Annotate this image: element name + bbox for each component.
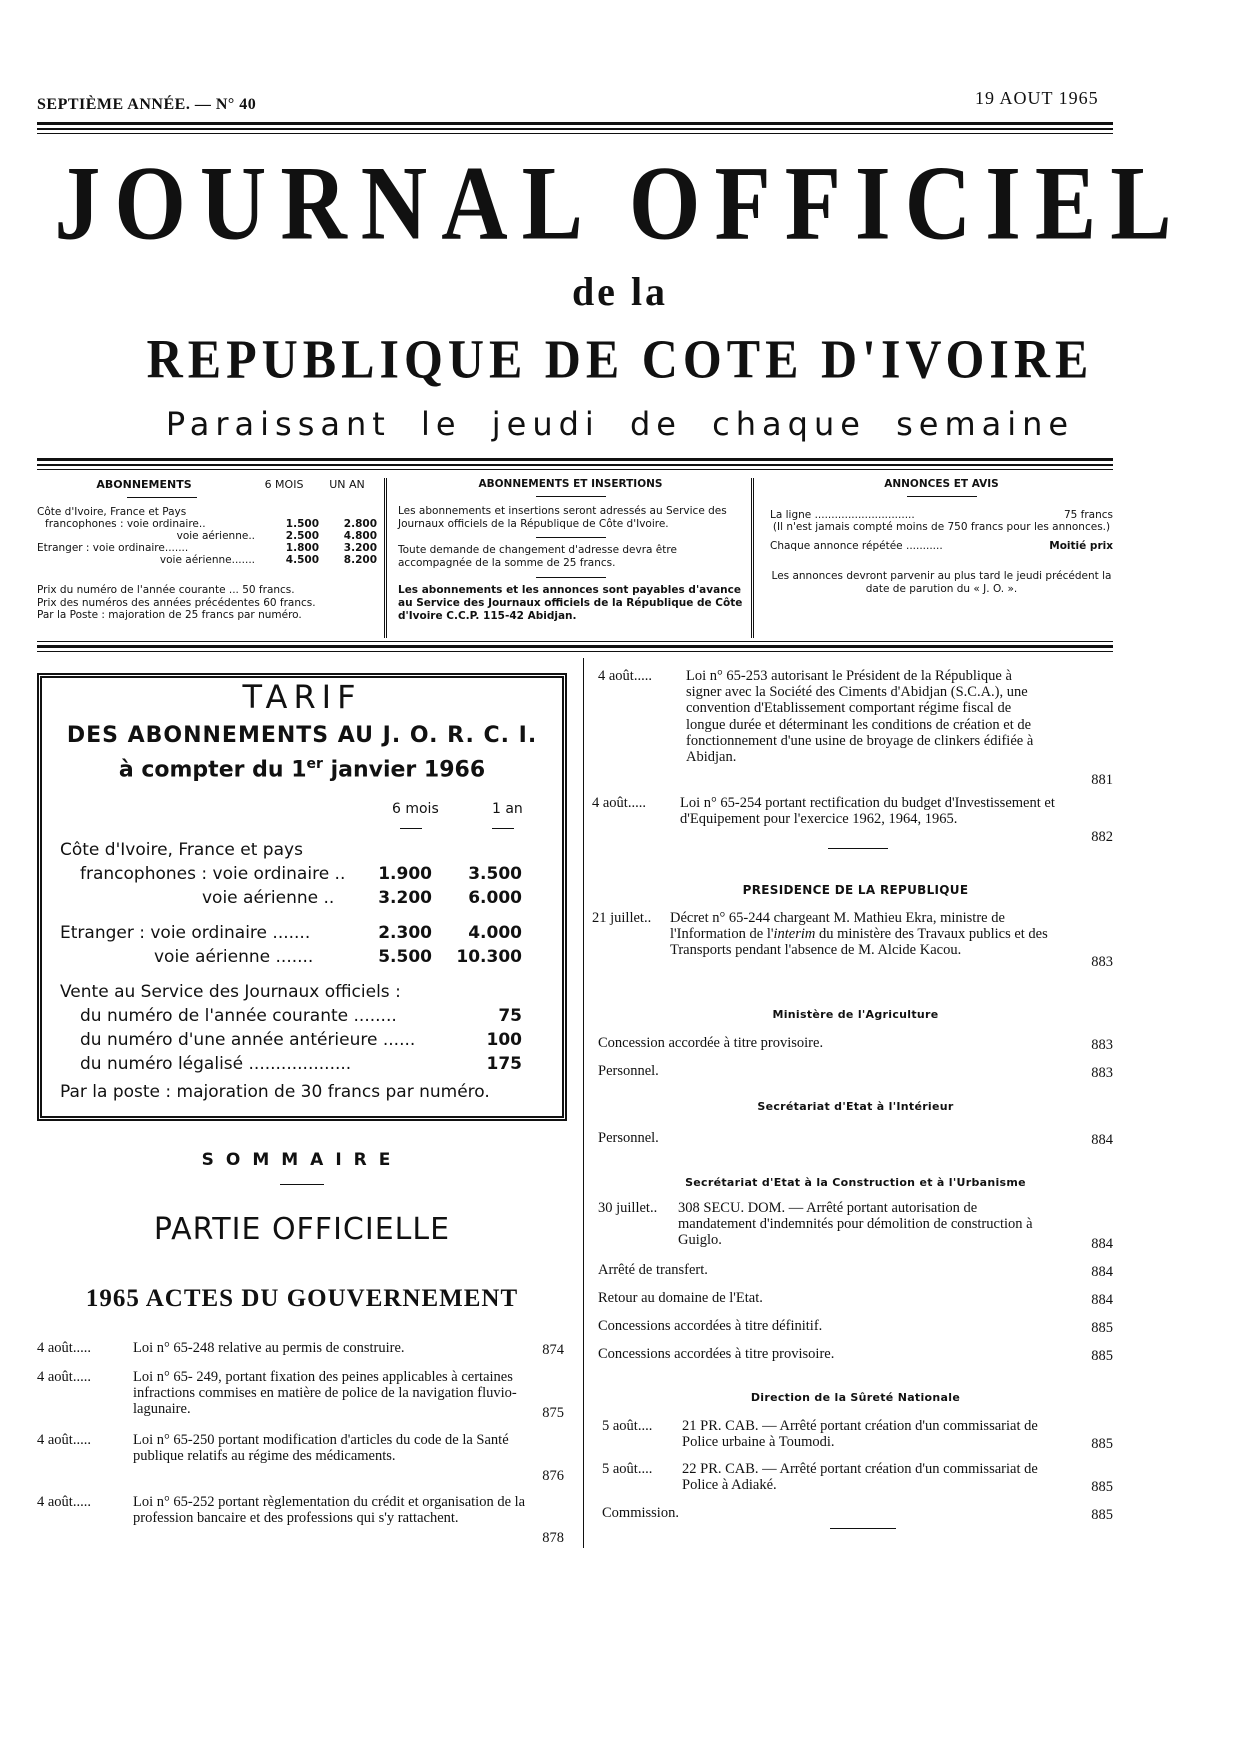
- insertions-address: Les abonnements et insertions seront adressés au Service des Journaux officiels de la République de Côte d'Ivoire.: [398, 505, 727, 531]
- abonnements-row: francophones : voie ordinaire.. 1.500 2.800: [45, 518, 377, 530]
- annonces-heading-rule: [907, 496, 977, 497]
- tarif-col2: 1 an: [492, 801, 523, 817]
- tarif-row: francophones : voie ordinaire ..: [80, 864, 346, 884]
- insertions-heading-rule: [536, 496, 606, 497]
- tarif-box: [37, 673, 567, 1121]
- tarif-value: 175: [486, 1054, 522, 1074]
- journal-title: JOURNAL OFFICIEL: [54, 144, 1186, 262]
- toc-entry: 5 août.... 22 PR. CAB. — Arrêté portant création d'un commissariat de Police à Adiaké. 885: [602, 1461, 1113, 1495]
- toc-entry: 5 août.... 21 PR. CAB. — Arrêté portant création d'un commissariat de Police urbaine à Toumodi. 885: [602, 1418, 1113, 1452]
- abonnements-heading-rule: [127, 497, 197, 498]
- annonces-heading: ANNONCES ET AVIS: [884, 478, 999, 490]
- toc-entry: 4 août..... Loi n° 65-250 portant modification d'articles du code de la Santé publique relatifs au régime des médicaments. 876: [37, 1432, 564, 1484]
- box-rule-top-2: [37, 464, 1113, 466]
- tarif-value: 75: [498, 1006, 522, 1026]
- toc-entry: Concessions accordées à titre définitif. 885: [598, 1318, 1113, 1336]
- tarif-value: 3.200: [378, 888, 432, 908]
- tarif-value: 3.500: [468, 864, 522, 884]
- abonnements-row: voie aérienne....... 4.500 8.200: [159, 554, 377, 566]
- tarif-row: Côte d'Ivoire, France et pays: [60, 840, 303, 860]
- section-surete: Direction de la Sûreté Nationale: [750, 1391, 961, 1404]
- sommaire-title: SOMMAIRE: [201, 1150, 403, 1170]
- box-rule-bottom-1: [37, 641, 1113, 642]
- tarif-row: du numéro de l'année courante ........: [80, 1006, 397, 1026]
- prix-anciens: Prix des numéros des années précédentes 60 francs.: [37, 596, 316, 609]
- abonnements-row: Etranger : voie ordinaire....... 1.800 3.200: [37, 542, 377, 554]
- tarif-value: 2.300: [378, 923, 432, 943]
- toc-entry: 21 juillet.. Décret n° 65-244 chargeant M. Mathieu Ekra, ministre de l'Information de l'interim du ministère des Travaux publics et des Transports pendant l'absence de M. Alcide Kacou. 883: [592, 910, 1113, 970]
- column-divider: [583, 658, 584, 1548]
- toc-entry: Commission. 885: [602, 1505, 1113, 1523]
- toc-entry: Concessions accordées à titre provisoire. 885: [598, 1346, 1113, 1364]
- tarif-value: 1.900: [378, 864, 432, 884]
- toc-entry: Concession accordée à titre provisoire. 883: [598, 1035, 1113, 1053]
- box-divider: [384, 478, 387, 638]
- abonnements-row: voie aérienne.. 2.500 4.800: [176, 530, 377, 542]
- tarif-row: du numéro d'une année antérieure ......: [80, 1030, 416, 1050]
- abonnements-heading: ABONNEMENTS: [96, 478, 192, 491]
- annonces-ligne-value: 75 francs: [1063, 509, 1113, 521]
- actes-heading: 1965 ACTES DU GOUVERNEMENT: [85, 1285, 519, 1312]
- annonces-ligne-label: La ligne ..............................: [770, 509, 915, 521]
- insertions-rule: [536, 577, 606, 578]
- annonces-repetee-value: Moitié prix: [1049, 540, 1113, 553]
- box-rule-bottom-3: [37, 651, 1113, 652]
- abonnements-row: Côte d'Ivoire, France et Pays: [37, 506, 187, 518]
- tarif-date: à compter du 1er janvier 1966: [118, 756, 486, 783]
- issue-number: SEPTIÈME ANNÉE. — N° 40: [37, 96, 257, 113]
- tarif-value: 10.300: [456, 947, 522, 967]
- toc-entry: 4 août..... Loi n° 65-248 relative au permis de construire. 874: [37, 1340, 564, 1358]
- toc-entry: 4 août..... Loi n° 65-252 portant règlementation du crédit et organisation de la profession bancaire et des professions qui s'y rattachent. 878: [37, 1494, 564, 1546]
- header-rule-top-2: [37, 128, 1113, 130]
- tarif-row: voie aérienne .......: [154, 947, 314, 967]
- header-rule-top: [37, 122, 1113, 125]
- journal-subtitle: de la: [571, 269, 669, 314]
- annonces-box: [770, 478, 1113, 633]
- section-agriculture: Ministère de l'Agriculture: [772, 1008, 939, 1021]
- abonnements-rows: [37, 506, 377, 566]
- toc-entry: Personnel. 884: [598, 1130, 1113, 1148]
- section-interieur: Secrétariat d'Etat à l'Intérieur: [757, 1100, 954, 1113]
- annonces-ligne-note: (Il n'est jamais compté moins de 750 francs pour les annonces.): [772, 521, 1111, 533]
- header-rule-top-3: [37, 133, 1113, 134]
- toc-entry: 4 août..... Loi n° 65- 249, portant fixation des peines applicables à certaines infractions commises en matière de police de la navigation fluvio-lagunaire. 875: [37, 1369, 564, 1421]
- tarif-col1: 6 mois: [392, 801, 439, 817]
- tarif-value: 5.500: [378, 947, 432, 967]
- insertions-rule: [536, 537, 606, 538]
- republic-name: REPUBLIQUE DE COTE D'IVOIRE: [146, 328, 1094, 390]
- issue-date: 19 AOUT 1965: [975, 88, 1099, 108]
- abonnements-col2: UN AN: [329, 478, 365, 491]
- tarif-title: TARIF: [242, 678, 362, 716]
- section-presidence: PRESIDENCE DE LA REPUBLIQUE: [742, 883, 969, 897]
- prix-poste: Par la Poste : majoration de 25 francs par numéro.: [37, 609, 302, 622]
- box-rule-top-3: [37, 469, 1113, 470]
- tarif-poste: Par la poste : majoration de 30 francs par numéro.: [60, 1082, 490, 1102]
- annonces-repetee-label: Chaque annonce répétée ...........: [770, 540, 943, 553]
- tarif-value: 100: [486, 1030, 522, 1050]
- box-rule-bottom-2: [37, 645, 1113, 648]
- annonces-delai: Les annonces devront parvenir au plus tard le jeudi précédent la date de parution du « J. O. ».: [771, 570, 1112, 596]
- insertions-heading: ABONNEMENTS ET INSERTIONS: [478, 478, 663, 490]
- toc-entry: 4 août..... Loi n° 65-254 portant rectification du budget d'Investissement et d'Equipement pour l'exercice 1962, 1964, 1965. 882: [592, 795, 1113, 845]
- box-rule-top: [37, 458, 1113, 461]
- toc-entry: 30 juillet.. 308 SECU. DOM. — Arrêté portant autorisation de mandatement d'indemnités pour démolition de construction à Guiglo. 884: [598, 1200, 1113, 1252]
- abonnements-col1: 6 MOIS: [264, 478, 304, 491]
- insertions-box: [398, 478, 743, 633]
- tarif-vente: Vente au Service des Journaux officiels :: [60, 982, 401, 1002]
- toc-entry: Retour au domaine de l'Etat. 884: [598, 1290, 1113, 1308]
- toc-entry: 4 août..... Loi n° 65-253 autorisant le Président de la République à signer avec la Société des Ciments d'Abidjan (S.C.A.), une convention d'Etablissement comportant régime fiscal de longue durée et déterminant les conditions de création et de fonctionnement d'une usine de broyage de clinkers édifiée à Abidjan. 881: [598, 668, 1113, 788]
- prix-courant: Prix du numéro de l'année courante ... 50 francs.: [37, 584, 295, 596]
- box-divider: [751, 478, 754, 638]
- tarif-row: du numéro légalisé ...................: [80, 1054, 352, 1074]
- tarif-row: voie aérienne ..: [202, 888, 335, 908]
- abonnements-box: [37, 478, 377, 633]
- tarif-row: Etranger : voie ordinaire .......: [60, 923, 311, 943]
- section-construction: Secrétariat d'Etat à la Construction et à l'Urbanisme: [685, 1176, 1026, 1189]
- toc-entry: Personnel. 883: [598, 1063, 1113, 1081]
- insertions-change-address: Toute demande de changement d'adresse devra être accompagnée de la somme de 25 francs.: [398, 544, 677, 570]
- insertions-payment: Les abonnements et les annonces sont payables d'avance au Service des Journaux officiels de la République de Côte d'Ivoire C.C.P. 115-42 Abidjan.: [398, 583, 743, 622]
- tarif-value: 6.000: [468, 888, 522, 908]
- tarif-subtitle: DES ABONNEMENTS AU J. O. R. C. I.: [66, 723, 538, 748]
- toc-entry: Arrêté de transfert. 884: [598, 1262, 1113, 1280]
- tarif-value: 4.000: [468, 923, 522, 943]
- periodicity-line: Paraissant le jeudi de chaque semaine: [165, 405, 1075, 443]
- partie-officielle: PARTIE OFFICIELLE: [153, 1212, 451, 1247]
